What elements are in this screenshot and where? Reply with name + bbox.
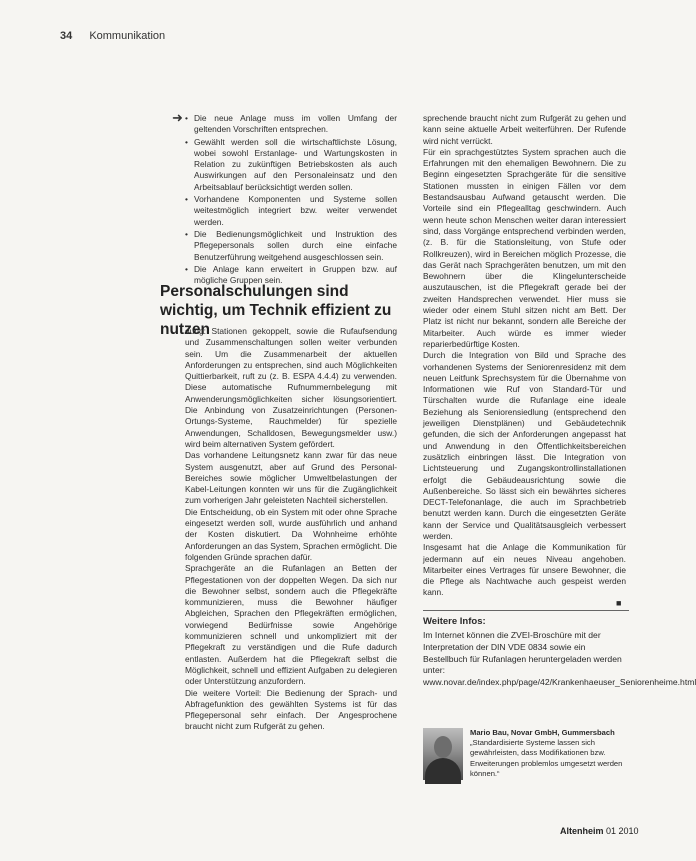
right-column: [423, 113, 626, 599]
section-title: Kommunikation: [89, 30, 166, 42]
info-title: Weitere Infos:: [423, 616, 486, 627]
arrow-right-icon: ➜: [172, 110, 183, 125]
author-quote: „Standardisierte Systeme lassen sich gewährleisten, dass Modifikationen bzw. Erweiterungen problemlos umgesetzt werden können.“: [470, 738, 623, 778]
list-item: • Die neue Anlage muss im vollen Umfang der geltenden Vorschriften entsprechen.: [185, 113, 397, 136]
body-paragraph: dung: Stationen gekoppelt, sowie die Rufaufsendung und Zusammenschaltungen sollen weiter verbunden sein. Um die Zusammenarbeit der aktuellen Anforderungen zu entsprechen, sind auch Möglichkeiten Quittierbarkeit, ruft zu (z. B. ESPA 4.4.4) zu verwenden. Diese automatische Rufnummernbelegung mit Anwenderungsmöglichkeiten sicher lösungsorientiert. Die Anbindung von Zusatzeinrichtungen (Personen-Ortungs-Systeme, Rauchmelder) für spezielle Anwendungen, Schalldosen, Bewegungsmelder usw.) wird beim alternativen System gefördert.: [185, 326, 397, 449]
info-link[interactable]: www.novar.de/index.php/page/42/Krankenhaeuser_Seniorenheime.html: [423, 677, 696, 688]
page-footer: [560, 826, 639, 836]
page-number: 34: [60, 30, 73, 42]
left-column-top: [185, 113, 397, 287]
article-end-mark: ■: [616, 598, 622, 608]
list-item: • Die Bedienungsmöglichkeit und Instruktion des Pflegepersonals sollen durch eine einfache Benutzerführung weitgehend ausgeschlossen sein.: [185, 229, 397, 263]
author-name: Mario Bau, Novar GmbH, Gummersbach: [470, 728, 615, 737]
body-paragraph: Das vorhandene Leitungsnetz kann zwar für das neue System ausgenutzt, aber auf Grund des Personal-Bereiches sowie möglicher Umweltbelastungen der Kabel-Leitungen konnten wir uns für die Zugänglichkeit zum vorherigen Jahr geleisteten Nachteil sicherstellen.: [185, 450, 397, 506]
left-column-bottom: [185, 326, 397, 733]
author-photo: [423, 728, 463, 780]
info-text: Im Internet können die ZVEI-Broschüre mit der Interpretation der DIN VDE 0834 sowie ein Bestellbuch für Rufanlagen heruntergeladen werden unter:: [423, 630, 622, 676]
list-item: • Die Anlage kann erweitert in Gruppen bzw. auf mögliche Gruppen sein.: [185, 264, 397, 287]
divider: [423, 610, 629, 611]
info-box: [423, 610, 696, 689]
requirements-list: [185, 113, 397, 286]
issue-number: 01 2010: [606, 826, 639, 836]
body-paragraph: Die weitere Vorteil: Die Bedienung der Sprach- und Abfragefunktion des gewählten Systems ist für das Pflegepersonal sehr einfach. Der Angesprochene braucht nicht zum Rufgerät zu gehen.: [185, 687, 397, 732]
author-box: [423, 728, 629, 788]
author-photo-shoulders: [425, 758, 461, 784]
body-paragraph: Sprachgeräte an die Rufanlagen an Betten der Pflegestationen von der doppelten Wegen. Da sich nur die Bewohner selbst, sondern auch die Pflegekräfte kommunizieren, muss die Bewohner häufiger Abgleichen, Sprachen den Pflegekräften ermöglichen, vorwiegend Bedürfnisse sowie Angehörige kommunizieren schnell und unkompliziert mit der Pflegekraft zu verständigen und die Rufe dadurch entlasten. Außerdem hat die Pflegekraft selbst die Möglichkeit, schnell und effizient Aufgaben zu delegieren oder Unterstützung anzufordern.: [185, 563, 397, 687]
author-text: [470, 728, 629, 779]
article-headline: Personalschulungen sind wichtig, um Technik effizient zu nutzen: [160, 283, 392, 338]
body-paragraph: sprechende braucht nicht zum Rufgerät zu gehen und kann seine aktuelle Arbeit weiterführen. Der Rufende wird nicht verrückt.: [423, 113, 626, 146]
list-item: • Vorhandene Komponenten und Systeme sollen weitestmöglich integriert bzw. weiter verwendet werden.: [185, 194, 397, 228]
magazine-name: Altenheim: [560, 826, 604, 836]
body-paragraph: Insgesamt hat die Anlage die Kommunikation für jedermann auf ein neues Niveau angehoben. Mitarbeiter eines Vertrages für unsere Bewohner, die die Pflege als Nachtwache auch gespeist werden kann.: [423, 542, 626, 598]
author-photo-head: [434, 736, 452, 758]
body-paragraph: Die Entscheidung, ob ein System mit oder ohne Sprache eingesetzt werden soll, wurde ausführlich und anhand der Kosten diskutiert. Da Wohnheime erhöhte Anforderungen an das System, Sprachen ermöglicht. Die folgenden Gründe sprachen dafür.: [185, 506, 397, 562]
page-header: [60, 30, 165, 42]
body-paragraph: Durch die Integration von Bild und Sprache des vorhandenen Systems der Seniorenresidenz mit dem neuen Leitfunk Sprechsystem für die Übernahme von Informationen wie Ruf von Standard-Tür und Türschalten wurde die Rufanlage eine ideale Beziehung als Seniorensiedlung (entsprechend den jeweiligen Dienstplänen) und Gebäudetechnik gefunden, die sich der Anforderungen angepasst hat und Anwendung in den Öffentlichkeitsbereichen zusätzlich einbringen lässt. Die Integration von Lichtsteuerung und Zugangskontrollinstallationen erfolgt die Gebäudeausrichtung sowie die Außenbereiche. So lässt sich ein bewährtes sicheres DECT-Telefonanlage, die auch im Sprachbetrieb benutzt werden kann. Durch die eingesetzten Geräte kann der Service und Qualitätsausgleich verbessert werden.: [423, 350, 626, 541]
list-item: • Gewählt werden soll die wirtschaftlichste Lösung, wobei sowohl Erstanlage- und Wartungskosten in Relation zu zukünftigen Betriebskosten als auch Auswirkungen auf den Personaleinsatz und den Arbeitsablauf berücksichtigt werden sollen.: [185, 137, 397, 193]
body-paragraph: Für ein sprachgestütztes System sprachen auch die Erfahrungen mit den ehemaligen Bewohnern. Die zu Beginn eingesetzten Sprachgeräte für die sensitive Stationen mussten in einigen Fällen vor dem Bestandsausbau Aufwand getauscht werden. Die Vorteile sind ein Pflegealltag geschwindern. Auch wenn heute schon Menschen weiter daran interessiert sind, dass Vorgänge entsprechend verbinden werden, (z. B. für die Stationsleitung, von Stufe oder Rollkreuzen), wird in Bereichen möglich Prozesse, die das Gerät nach Sprachgeräten benutzen, um mit den Bewohnern über die Klingelunterscheide auszutauschen, ist die Pflegekraft gerade bei der zweiten Handsprechen verwendet. Hier muss sie wieder oder einem Stuhl sitzen nicht am Bett. Der Platz ist nicht nur bekannt, sondern alle Bereiche der Mitarbeiter. Auch würde es immer wieder reparierbedürftige Kosten.: [423, 146, 626, 349]
